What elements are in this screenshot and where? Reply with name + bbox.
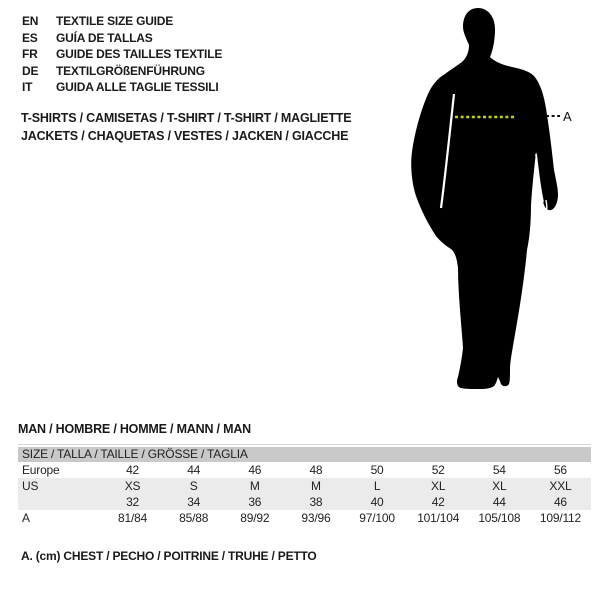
- language-code: FR: [22, 47, 38, 61]
- table-top-border: [18, 444, 591, 445]
- size-table-header: SIZE / TALLA / TAILLE / GRÖSSE / TAGLIA: [18, 447, 591, 462]
- section-title-man: MAN / HOMBRE / HOMME / MANN / MAN: [18, 422, 251, 436]
- size-cell: 44: [187, 463, 201, 477]
- size-cell: M: [224, 478, 285, 494]
- table-row-chest: [18, 510, 591, 526]
- size-cell: 32: [102, 494, 163, 510]
- size-cell: 56: [553, 463, 567, 477]
- size-cell: XL: [408, 478, 469, 494]
- size-cell: 38: [285, 494, 346, 510]
- category-tshirts: T-SHIRTS / CAMISETAS / T-SHIRT / T-SHIRT / MAGLIETTE: [21, 111, 352, 125]
- size-cell: 109/112: [539, 511, 581, 525]
- size-cell: 52: [431, 463, 445, 477]
- measurement-footnote: A. (cm) CHEST / PECHO / POITRINE / TRUHE / PETTO: [21, 549, 317, 563]
- language-title: GUÍA DE TALLAS: [56, 30, 153, 45]
- table-row-europe: [18, 462, 591, 478]
- size-cell: 85/88: [179, 511, 209, 525]
- size-table: [18, 462, 591, 526]
- man-silhouette-svg: [400, 0, 600, 400]
- size-cell: S: [163, 478, 224, 494]
- language-title: GUIDE DES TAILLES TEXTILE: [56, 47, 223, 61]
- size-cell: XS: [102, 478, 163, 494]
- list-item: [22, 13, 222, 30]
- language-code: IT: [22, 80, 33, 94]
- size-cell: XL: [469, 478, 530, 494]
- row-label: A: [22, 511, 30, 525]
- man-silhouette-figure: [400, 0, 600, 400]
- size-cell: 42: [126, 463, 140, 477]
- category-jackets: JACKETS / CHAQUETAS / VESTES / JACKEN / GIACCHE: [21, 129, 349, 143]
- size-cell: XXL: [530, 478, 591, 494]
- measure-label-a: A: [563, 109, 572, 124]
- size-cell: 44: [469, 494, 530, 510]
- size-cell: M: [285, 478, 346, 494]
- man-silhouette-shape: [411, 8, 558, 389]
- language-title: TEXTILE SIZE GUIDE: [56, 14, 174, 28]
- size-cell: 105/108: [478, 511, 521, 525]
- language-code: EN: [22, 14, 39, 28]
- row-label: Europe: [22, 463, 60, 477]
- language-code: ES: [22, 30, 38, 45]
- size-cell: 48: [309, 463, 323, 477]
- size-cell: 81/84: [118, 511, 148, 525]
- size-cell: 97/100: [359, 511, 395, 525]
- table-row-numeric: [18, 494, 591, 510]
- size-table-section: [18, 444, 591, 526]
- size-cell: 40: [347, 494, 408, 510]
- size-cell: 93/96: [301, 511, 331, 525]
- table-row-us: [18, 478, 591, 494]
- size-cell: 36: [224, 494, 285, 510]
- language-title: GUIDA ALLE TAGLIE TESSILI: [56, 80, 219, 94]
- row-label: [18, 494, 102, 510]
- list-item: [22, 30, 222, 47]
- size-cell: 46: [530, 494, 591, 510]
- size-cell: 54: [492, 463, 506, 477]
- row-label: US: [18, 478, 102, 494]
- size-cell: 42: [408, 494, 469, 510]
- size-cell: 46: [248, 463, 262, 477]
- language-list: [22, 13, 222, 96]
- list-item: [22, 63, 222, 80]
- size-cell: L: [347, 478, 408, 494]
- language-code: DE: [22, 63, 39, 78]
- size-cell: 50: [370, 463, 384, 477]
- garment-categories: [21, 109, 351, 145]
- language-title: TEXTILGRÖßENFÜHRUNG: [56, 63, 205, 78]
- size-cell: 34: [163, 494, 224, 510]
- hand-detail-line: [546, 200, 547, 214]
- size-cell: 89/92: [240, 511, 270, 525]
- list-item: [22, 79, 222, 96]
- size-cell: 101/104: [417, 511, 460, 525]
- list-item: [22, 46, 222, 63]
